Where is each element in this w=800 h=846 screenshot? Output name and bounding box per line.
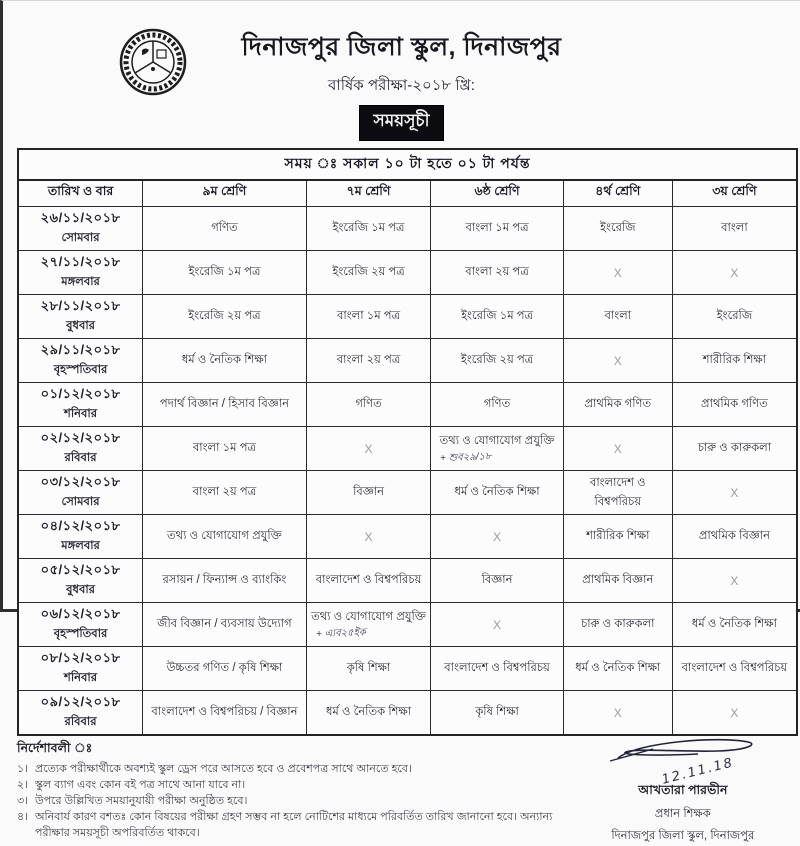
- no-exam-cell: [672, 691, 797, 736]
- exam-date: ২৬/১১/২০১৮: [40, 210, 121, 225]
- subject-label: ধর্ম ও নৈতিক শিক্ষা: [454, 486, 540, 498]
- subject-cell: [431, 339, 563, 383]
- no-exam-cell: [306, 515, 431, 559]
- subject-label: X: [364, 441, 373, 456]
- date-cell: [18, 251, 143, 295]
- subject-cell: [563, 559, 672, 603]
- subject-cell: [306, 383, 431, 427]
- subject-cell: [563, 647, 672, 691]
- subject-label: বাংলা ২য় পত্র: [336, 354, 401, 366]
- handwritten-annotation: + এ্যব২৫ইক: [315, 626, 366, 640]
- subject-label: পদার্থ বিজ্ঞান / হিসাব বিজ্ঞান: [159, 398, 289, 410]
- subject-label: প্রাথমিক গণিত: [701, 398, 768, 410]
- subject-cell: [672, 427, 797, 471]
- subject-cell: [431, 427, 563, 471]
- instruction-number: ১।: [17, 763, 29, 775]
- exam-date: ০৩/১২/২০১৮: [40, 474, 121, 489]
- subject-cell: [431, 471, 563, 515]
- exam-date: ০৪/১২/২০১৮: [40, 518, 121, 533]
- subject-cell: [143, 559, 307, 603]
- column-header: ৭ম শ্রেণি: [306, 180, 431, 207]
- instruction-text: উপরে উল্লিখিত সময়ানুযায়ী পরীক্ষা অনুষ্ঠিত হবে।: [35, 794, 248, 807]
- schedule-row: [18, 251, 797, 295]
- date-cell: [18, 691, 143, 736]
- time-row: [18, 149, 797, 180]
- instruction-item: [17, 810, 568, 842]
- no-exam-cell: [563, 691, 672, 736]
- instruction-number: ৩।: [17, 794, 29, 807]
- instruction-text: প্রত্যেক পরীক্ষার্থীকে অবশ্যই স্কুল ড্রেস পরে আসতে হবে ও প্রবেশপত্র সাথে আনতে হবে।: [35, 763, 412, 775]
- exam-date: ২৯/১১/২০১৮: [40, 342, 121, 357]
- subject-cell: [672, 207, 797, 251]
- date-cell: [18, 515, 143, 559]
- subject-cell: [143, 515, 307, 559]
- subject-label: তথ্য ও যোগাযোগ প্রযুক্তি: [167, 530, 282, 542]
- instruction-item: [17, 794, 568, 810]
- signature-date: 12.11.18: [660, 755, 736, 788]
- schedule-row: [18, 339, 797, 383]
- no-exam-cell: [672, 471, 797, 515]
- subject-label: তথ্য ও যোগাযোগ প্রযুক্তি: [311, 610, 426, 623]
- exam-day: শনিবার: [64, 672, 98, 684]
- subject-cell: [672, 295, 797, 339]
- date-cell: [18, 383, 143, 427]
- headmaster-role: প্রধান শিক্ষক: [654, 808, 711, 820]
- no-exam-cell: [563, 251, 672, 295]
- exam-day: মঙ্গলবার: [61, 540, 100, 552]
- subject-cell: [672, 515, 797, 559]
- subject-label: চারু ও কারুকলা: [581, 618, 655, 630]
- subject-label: ইংরেজি ১ম পত্র: [461, 310, 534, 322]
- subject-label: ধর্ম ও নৈতিক শিক্ষা: [325, 706, 412, 718]
- subject-label: ইংরেজি ২য় পত্র: [188, 310, 261, 322]
- exam-title: বার্ষিক পরীক্ষা-২০১৮ খ্রি:: [328, 77, 475, 94]
- subject-cell: [431, 691, 563, 736]
- no-exam-cell: [306, 427, 431, 471]
- exam-date: ০৯/১২/২০১৮: [40, 694, 121, 709]
- signature-school: দিনাজপুর জিলা স্কুল, দিনাজপুর: [611, 830, 755, 842]
- subject-cell: [143, 207, 307, 251]
- exam-day: সোমবার: [61, 496, 100, 508]
- exam-day: বুধবার: [66, 320, 96, 332]
- subject-label: X: [613, 353, 622, 368]
- exam-date: ০৫/১২/২০১৮: [40, 562, 121, 577]
- subject-label: কৃষি শিক্ষা: [475, 706, 519, 718]
- schedule-row: [18, 515, 797, 559]
- column-header: ৪র্থ শ্রেণি: [563, 180, 672, 207]
- subject-label: ইংরেজি: [600, 222, 636, 234]
- subject-cell: [431, 251, 563, 295]
- exam-day: বৃহস্পতিবার: [53, 364, 108, 376]
- subject-label: প্রাথমিক বিজ্ঞান: [582, 574, 654, 586]
- subject-label: ধর্ম ও নৈতিক শিক্ষা: [181, 354, 267, 366]
- exam-date: ২৭/১১/২০১৮: [40, 254, 121, 269]
- subject-label: X: [730, 705, 739, 720]
- instruction-item: [17, 762, 568, 778]
- subject-label: বাংলা ২য় পত্র: [465, 266, 529, 278]
- subject-label: গণিত: [355, 398, 382, 410]
- exam-time: সময় ঃ সকাল ১০ টা হতে ০১ টা পর্যন্ত: [18, 149, 797, 180]
- signature-block: [574, 734, 792, 846]
- headmaster-signature-icon: [598, 734, 768, 768]
- instructions-title: নির্দেশাবলী ঃ: [17, 741, 93, 755]
- subject-label: রসায়ন / ফিন্যান্স ও ব্যাংকিং: [162, 574, 287, 586]
- column-header: তারিখ ও বার: [18, 180, 143, 207]
- subject-label: ইংরেজি ১ম পত্র: [332, 222, 405, 234]
- column-header-row: [18, 180, 797, 207]
- subject-cell: [431, 559, 563, 603]
- subject-cell: [143, 251, 307, 295]
- subject-cell: [143, 691, 307, 736]
- subject-label: X: [613, 441, 622, 456]
- subject-label: বিজ্ঞান: [481, 574, 513, 586]
- schedule-row: [18, 471, 797, 515]
- schedule-badge: সময়সূচী: [359, 105, 445, 141]
- exam-day: বুধবার: [66, 584, 96, 596]
- date-cell: [18, 339, 143, 383]
- subject-label: বাংলা ১ম পত্র: [465, 222, 529, 234]
- date-cell: [18, 603, 143, 647]
- subject-cell: [143, 295, 307, 339]
- exam-day: শনিবার: [64, 408, 98, 420]
- subject-cell: [143, 339, 307, 383]
- schedule-row: [18, 207, 797, 251]
- subject-label: X: [493, 617, 502, 632]
- subject-cell: [672, 647, 797, 691]
- exam-date: ০৮/১২/২০১৮: [40, 650, 121, 665]
- subject-label: X: [730, 265, 739, 280]
- subject-cell: [306, 207, 431, 251]
- subject-label: বাংলা ১ম পত্র: [336, 310, 401, 322]
- subject-cell: [431, 295, 563, 339]
- subject-label: ইংরেজি: [716, 310, 753, 322]
- instruction-number: ২।: [17, 778, 29, 791]
- schedule-row: [18, 603, 797, 647]
- subject-cell: [143, 603, 307, 647]
- subject-cell: [306, 647, 431, 691]
- school-seal-logo: [119, 28, 187, 96]
- subject-label: ইংরেজি ২য় পত্র: [460, 354, 534, 366]
- subject-label: X: [730, 485, 739, 500]
- exam-day: রবিবার: [64, 716, 97, 728]
- subject-cell: [431, 647, 563, 691]
- subject-label: বাংলা: [604, 310, 632, 322]
- subject-cell: [306, 603, 431, 647]
- no-exam-cell: [672, 251, 797, 295]
- subject-label: ধর্ম ও নৈতিক শিক্ষা: [691, 618, 777, 630]
- exam-date: ০৬/১২/২০১৮: [40, 606, 121, 621]
- schedule-row: [18, 559, 797, 603]
- no-exam-cell: [563, 427, 672, 471]
- subject-cell: [306, 295, 431, 339]
- handwritten-annotation: + শুব২৯/১৮: [440, 450, 493, 464]
- subject-label: বাংলা: [721, 222, 748, 234]
- subject-cell: [431, 383, 563, 427]
- instruction-text: স্কুল ব্যাগ এবং কোন বই পত্র সাথে আনা যাবে না।: [35, 778, 246, 791]
- subject-label: কৃষি শিক্ষা: [346, 662, 391, 674]
- date-cell: [18, 295, 143, 339]
- subject-cell: [306, 251, 431, 295]
- no-exam-cell: [563, 339, 672, 383]
- exam-date: ০২/১২/২০১৮: [40, 430, 121, 445]
- subject-cell: [143, 427, 307, 471]
- subject-label: শারীরিক শিক্ষা: [702, 354, 767, 366]
- no-exam-cell: [672, 559, 797, 603]
- subject-label: বাংলাদেশ ও বিশ্বপরিচয়: [681, 662, 788, 674]
- subject-label: উচ্চতর গণিত / কৃষি শিক্ষা: [166, 662, 283, 674]
- subject-label: গণিত: [211, 222, 238, 234]
- school-name: দিনাজপুর জিলা স্কুল, দিনাজপুর: [241, 33, 562, 61]
- subject-cell: [563, 515, 672, 559]
- subject-label: বাংলা ১ম পত্র: [192, 442, 256, 454]
- date-cell: [18, 471, 143, 515]
- date-cell: [18, 207, 143, 251]
- exam-date: ২৮/১১/২০১৮: [40, 298, 121, 313]
- subject-label: বিজ্ঞান: [353, 486, 384, 498]
- subject-label: গণিত: [483, 398, 511, 410]
- subject-cell: [563, 471, 672, 515]
- schedule-row: [18, 383, 797, 427]
- schedule-row: [18, 427, 797, 471]
- subject-label: ইংরেজি ২য় পত্র: [332, 266, 405, 278]
- exam-day: বৃহস্পতিবার: [53, 628, 108, 640]
- subject-label: ইংরেজি ১ম পত্র: [188, 266, 261, 278]
- column-header: ৯ম শ্রেণি: [143, 180, 307, 207]
- subject-label: প্রাথমিক বিজ্ঞান: [698, 530, 770, 542]
- column-header: ৬ষ্ঠ শ্রেণি: [431, 180, 563, 207]
- column-header: ৩য় শ্রেণি: [672, 180, 797, 207]
- date-cell: [18, 427, 143, 471]
- subject-cell: [563, 295, 672, 339]
- subject-cell: [672, 339, 797, 383]
- subject-cell: [306, 691, 431, 736]
- subject-label: শারীরিক শিক্ষা: [586, 530, 650, 542]
- subject-cell: [306, 559, 431, 603]
- subject-label: বাংলা ২য় পত্র: [192, 486, 257, 498]
- schedule-row: [18, 691, 797, 736]
- subject-cell: [306, 471, 431, 515]
- subject-cell: [563, 383, 672, 427]
- subject-label: X: [364, 529, 373, 544]
- exam-day: মঙ্গলবার: [61, 276, 100, 288]
- subject-label: X: [730, 573, 739, 588]
- schedule-row: [18, 647, 797, 691]
- subject-label: প্রাথমিক গণিত: [584, 398, 652, 410]
- subject-label: X: [613, 705, 622, 720]
- subject-label: বাংলাদেশ ও বিশ্বপরিচয়: [444, 662, 550, 674]
- exam-schedule-table: [17, 148, 798, 736]
- document-header: [3, 1, 800, 141]
- instructions-section: [17, 740, 568, 846]
- subject-label: তথ্য ও যোগাযোগ প্রযুক্তি: [439, 434, 555, 447]
- subject-label: বাংলাদেশ ও বিশ্বপরিচয়: [589, 476, 646, 508]
- exam-day: রবিবার: [64, 452, 97, 464]
- subject-cell: [563, 603, 672, 647]
- instruction-text: অনিবার্য কারণ বশতঃ কোন বিষয়ের পরীক্ষা গ্রহণ সম্ভব না হলে নোটিশের মাধ্যমে পরিবর্তিত তারিখ জানানো হবে। অন্যান্য পরীক্ষার সময়সূচী অপরিবর্তিত থাকবে।: [35, 810, 553, 839]
- subject-cell: [143, 383, 307, 427]
- subject-cell: [563, 207, 672, 251]
- no-exam-cell: [431, 603, 563, 647]
- subject-label: বাংলাদেশ ও বিশ্বপরিচয়: [315, 574, 422, 586]
- schedule-row: [18, 295, 797, 339]
- footer: [17, 740, 792, 846]
- subject-cell: [672, 383, 797, 427]
- subject-cell: [143, 471, 307, 515]
- subject-label: ধর্ম ও নৈতিক শিক্ষা: [575, 662, 661, 674]
- subject-label: X: [613, 265, 622, 280]
- subject-cell: [672, 603, 797, 647]
- headmaster-name: আখতারা পারভীন: [638, 783, 728, 797]
- no-exam-cell: [431, 515, 563, 559]
- subject-cell: [306, 339, 431, 383]
- subject-cell: [143, 647, 307, 691]
- date-cell: [18, 647, 143, 691]
- instruction-number: ৪।: [17, 810, 29, 823]
- exam-date: ০১/১২/২০১৮: [40, 386, 121, 401]
- exam-day: সোমবার: [61, 232, 100, 244]
- date-cell: [18, 559, 143, 603]
- subject-cell: [431, 207, 563, 251]
- instructions-list: [17, 762, 568, 842]
- subject-label: X: [493, 529, 502, 544]
- subject-label: বাংলাদেশ ও বিশ্বপরিচয় / বিজ্ঞান: [151, 706, 298, 718]
- instruction-item: [17, 778, 568, 794]
- subject-label: চারু ও কারুকলা: [697, 442, 772, 454]
- schedule-table-wrap: [17, 148, 795, 736]
- subject-label: জীব বিজ্ঞান / ব্যবসায় উদ্যোগ: [157, 618, 292, 630]
